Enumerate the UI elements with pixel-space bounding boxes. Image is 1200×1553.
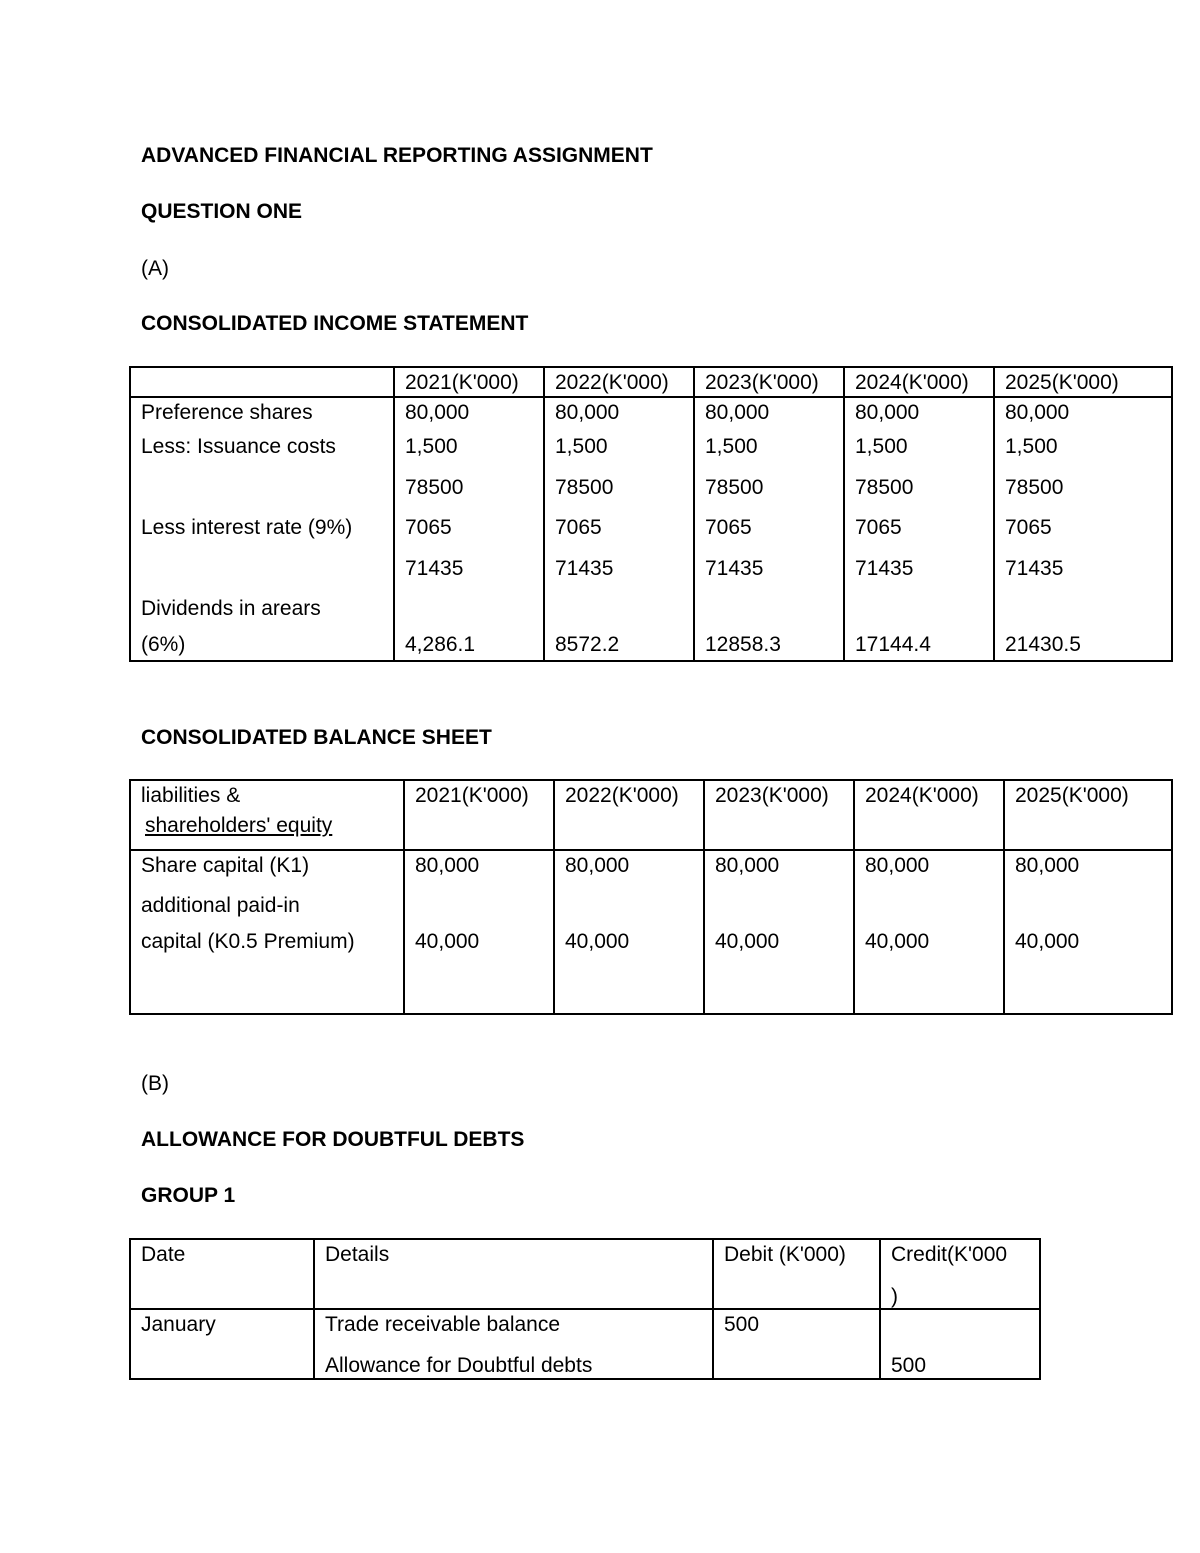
value-blank	[855, 589, 983, 630]
credit-spacer	[891, 1310, 1029, 1340]
label-interest-rate: Less interest rate (9%)	[141, 516, 353, 539]
label-subtotal-2	[141, 549, 383, 590]
value-paid-in: 40,000	[715, 930, 780, 953]
value-paid-in: 40,000	[565, 930, 630, 953]
value-preference-shares: 80,000	[555, 401, 620, 424]
value-interest: 7065	[555, 516, 602, 539]
value-blank	[705, 589, 833, 630]
balance-year-label: 2022(K'000)	[565, 784, 679, 807]
income-header-2024: 2024(K'000)	[844, 367, 994, 397]
label-dividends-arrears: Dividends in arears	[141, 597, 321, 620]
income-col-2024	[844, 397, 994, 661]
value-subtotal-1: 78500	[705, 475, 764, 499]
value-interest: 7065	[855, 516, 902, 539]
part-a-label: (A)	[141, 257, 169, 280]
row-detail-trade-receivable: Trade receivable balance	[325, 1313, 561, 1336]
debts-header-debit	[713, 1239, 880, 1309]
value-subtotal-1: 78500	[855, 475, 914, 499]
spacer	[415, 881, 543, 922]
balance-header-2024	[854, 780, 1004, 850]
balance-sheet-heading: CONSOLIDATED BALANCE SHEET	[141, 726, 492, 749]
value-dividends: 12858.3	[705, 632, 781, 656]
income-col-2022	[544, 397, 694, 661]
value-share-capital: 80,000	[565, 854, 630, 877]
income-statement-table	[129, 366, 1173, 662]
value-subtotal-2: 71435	[405, 556, 464, 580]
spacer	[565, 881, 693, 922]
doubtful-debts-heading: ALLOWANCE FOR DOUBTFUL DEBTS	[141, 1128, 525, 1151]
value-preference-shares: 80,000	[855, 401, 920, 424]
document-title: ADVANCED FINANCIAL REPORTING ASSIGNMENT	[141, 144, 653, 167]
income-header-row	[130, 367, 1172, 397]
balance-col-2021	[404, 850, 554, 1014]
balance-col-2022	[554, 850, 704, 1014]
balance-header-2025	[1004, 780, 1172, 850]
balance-year-label: 2025(K'000)	[1015, 784, 1129, 807]
balance-year-label: 2021(K'000)	[415, 784, 529, 807]
question-heading: QUESTION ONE	[141, 200, 303, 223]
value-subtotal-2: 71435	[705, 556, 764, 580]
balance-header-row	[130, 780, 1172, 850]
debts-header-details	[314, 1239, 713, 1309]
value-preference-shares: 80,000	[405, 401, 470, 424]
value-subtotal-2: 71435	[855, 556, 914, 580]
value-issuance-costs: 1,500	[1005, 435, 1058, 458]
income-header-2021: 2021(K'000)	[394, 367, 544, 397]
value-preference-shares: 80,000	[705, 401, 770, 424]
balance-year-label: 2023(K'000)	[715, 784, 829, 807]
col-date-label: Date	[141, 1243, 186, 1266]
income-statement-heading: CONSOLIDATED INCOME STATEMENT	[141, 312, 529, 335]
spacer	[865, 881, 993, 922]
value-share-capital: 80,000	[715, 854, 780, 877]
col-debit-label: Debit (K'000)	[724, 1243, 846, 1266]
row-date: January	[141, 1313, 216, 1336]
balance-col-2024	[854, 850, 1004, 1014]
row-debit: 500	[724, 1313, 760, 1336]
debts-header-credit	[880, 1239, 1040, 1309]
balance-year-label: 2024(K'000)	[865, 784, 979, 807]
debts-credit-cell	[880, 1309, 1040, 1379]
label-issuance-costs: Less: Issuance costs	[141, 435, 336, 458]
col-credit-label: Credit(K'000	[891, 1243, 1008, 1266]
balance-header-2023	[704, 780, 854, 850]
debts-header-row	[130, 1239, 1040, 1309]
label-dividends-rate: (6%)	[141, 632, 186, 656]
group-heading: GROUP 1	[141, 1184, 236, 1207]
part-b-label: (B)	[141, 1072, 169, 1095]
label-subtotal-1	[141, 468, 383, 509]
balance-labels-cell	[130, 850, 404, 1014]
income-col-2025	[994, 397, 1172, 661]
label-preference-shares: Preference shares	[141, 401, 313, 424]
value-share-capital: 80,000	[865, 854, 930, 877]
value-share-capital: 80,000	[415, 854, 480, 877]
value-paid-in: 40,000	[415, 930, 480, 953]
value-subtotal-2: 71435	[555, 556, 614, 580]
debts-debit-cell	[713, 1309, 880, 1379]
value-issuance-costs: 1,500	[705, 435, 758, 458]
balance-col-2025	[1004, 850, 1172, 1014]
value-preference-shares: 80,000	[1005, 401, 1070, 424]
value-issuance-costs: 1,500	[855, 435, 908, 458]
value-paid-in: 40,000	[1015, 930, 1080, 953]
spacer	[715, 881, 843, 922]
income-labels-cell	[130, 397, 394, 661]
value-blank	[405, 589, 533, 630]
debts-date-cell	[130, 1309, 314, 1379]
debts-header-date	[130, 1239, 314, 1309]
col-details-label: Details	[325, 1243, 390, 1266]
label-additional-paid-in: additional paid-in	[141, 894, 300, 917]
balance-body-row	[130, 850, 1172, 1014]
income-header-blank	[130, 367, 394, 397]
income-header-2025: 2025(K'000)	[994, 367, 1172, 397]
balance-sheet-table	[129, 779, 1173, 1015]
value-blank	[1005, 589, 1161, 630]
value-interest: 7065	[705, 516, 752, 539]
value-subtotal-1: 78500	[555, 475, 614, 499]
value-issuance-costs: 1,500	[555, 435, 608, 458]
value-blank	[555, 589, 683, 630]
debts-body-row	[130, 1309, 1040, 1379]
doubtful-debts-table	[129, 1238, 1041, 1380]
balance-header-label	[130, 780, 404, 850]
income-header-2022: 2022(K'000)	[544, 367, 694, 397]
value-paid-in: 40,000	[865, 930, 930, 953]
income-col-2023	[694, 397, 844, 661]
value-dividends: 17144.4	[855, 632, 931, 656]
income-header-2023: 2023(K'000)	[694, 367, 844, 397]
value-subtotal-1: 78500	[1005, 475, 1064, 499]
value-interest: 7065	[1005, 516, 1052, 539]
debts-details-cell	[314, 1309, 713, 1379]
header-shareholders-equity: shareholders' equity	[145, 814, 333, 837]
value-subtotal-2: 71435	[1005, 556, 1064, 580]
header-liabilities: liabilities &	[141, 784, 241, 807]
balance-header-2021	[404, 780, 554, 850]
income-body-row	[130, 397, 1172, 661]
row-detail-allowance: Allowance for Doubtful debts	[325, 1354, 593, 1377]
balance-col-2023	[704, 850, 854, 1014]
value-dividends: 8572.2	[555, 632, 620, 656]
value-subtotal-1: 78500	[405, 475, 464, 499]
label-share-capital: Share capital (K1)	[141, 854, 310, 877]
col-credit-label-wrap: )	[891, 1285, 898, 1308]
spacer	[1015, 881, 1161, 922]
value-dividends: 21430.5	[1005, 632, 1081, 656]
value-interest: 7065	[405, 516, 452, 539]
balance-header-2022	[554, 780, 704, 850]
income-col-2021	[394, 397, 544, 661]
value-share-capital: 80,000	[1015, 854, 1080, 877]
row-credit: 500	[891, 1354, 927, 1377]
value-dividends: 4,286.1	[405, 632, 476, 656]
value-issuance-costs: 1,500	[405, 435, 458, 458]
label-capital-premium: capital (K0.5 Premium)	[141, 930, 355, 953]
